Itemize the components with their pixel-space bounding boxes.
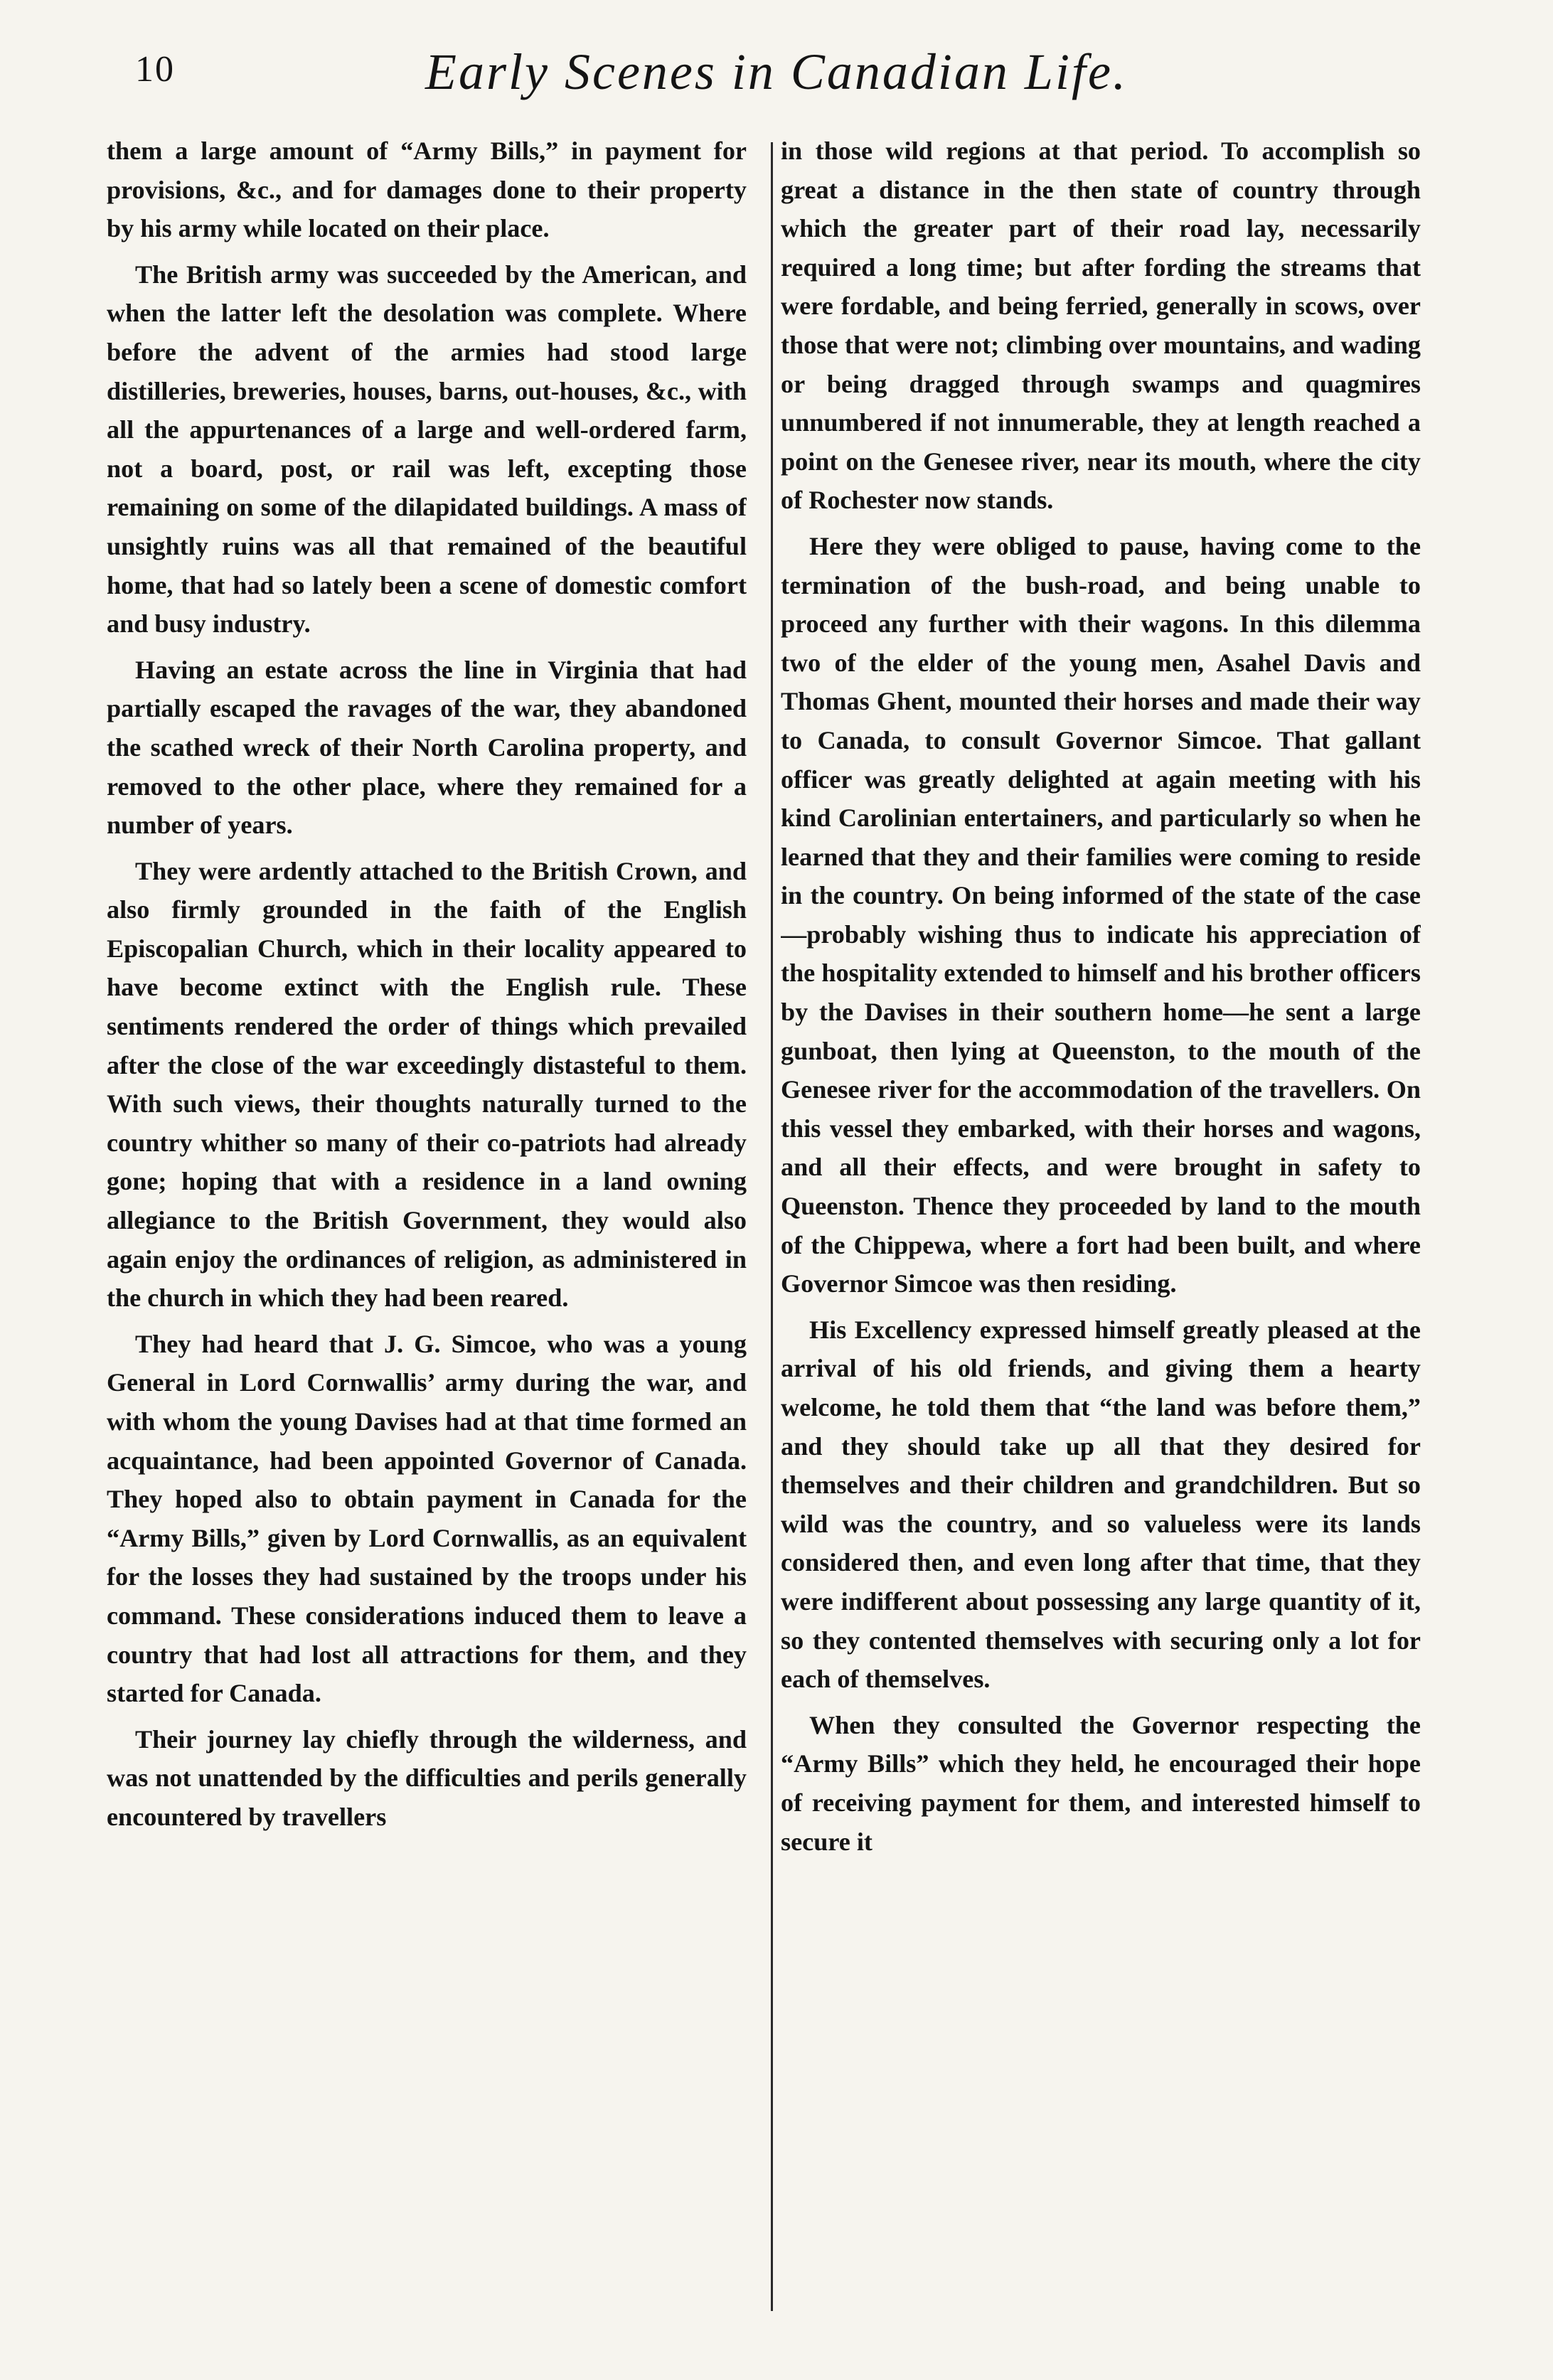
paragraph: them a large amount of “Army Bills,” in payment for provisions, &c., and for damages done to their property by his army while located on their place. (107, 137, 747, 243)
running-title: Early Scenes in Canadian Life. (425, 43, 1128, 100)
left-column (107, 132, 747, 2329)
text-columns (100, 132, 1429, 2329)
paragraph: The British army was succeeded by the American, and when the latter left the desolation was complete. Where before the advent of the armies had stood large distilleries, breweries, houses, barns, out-houses, &c., with all the appurtenances of a large and well-ordered farm, not a board, post, or rail was left, excepting those remaining on some of the dilapidated buildings. A mass of unsightly ruins was all that remained of the beautiful home, that had so lately been a scene of domestic comfort and busy industry. (107, 260, 747, 639)
paragraph: in those wild regions at that period. To accomplish so great a distance in the then state of country through which the greater part of their road lay, necessarily required a long time; but after fording the streams that were fordable, and being ferried, generally in scows, over those that were not; climbing over mountains, and wading or being dragged through swamps and quagmires unnumbered if not innumerable, they at length reached a point on the Genesee river, near its mouth, where the city of Rochester now stands. (781, 137, 1421, 515)
paragraph: They had heard that J. G. Simcoe, who was a young General in Lord Cornwallis’ army during the war, and with whom the young Davises had at that time formed an acquaintance, had been appointed Governor of Canada. They hoped also to obtain payment in Canada for the “Army Bills,” given by Lord Cornwallis, as an equivalent for the losses they had sustained by the troops under his command. These considerations induced them to leave a country that had lost all attractions for them, and they started for Canada. (107, 1329, 747, 1708)
page-header (114, 43, 1439, 121)
page-number: 10 (135, 49, 175, 90)
paragraph: Here they were obliged to pause, having come to the termination of the bush-road, and being unable to proceed any further with their wagons. In this dilemma two of the elder of the young men, Asahel Davis and Thomas Ghent, mounted their horses and made their way to Canada, to consult Governor Simcoe. That gallant officer was greatly delighted at again meeting with his kind Carolinian entertainers, and particularly so when he learned that they and their families were coming to reside in the country. On being informed of the state of the case—probably wishing thus to indicate his appreciation of the hospitality extended to himself and his brother officers by the Davises in their southern home—he sent a large gunboat, then lying at Queenston, to the mouth of the Genesee river for the accommodation of the travellers. On this vessel they embarked, with their horses and wagons, and all their effects, and were brought in safety to Queenston. Thence they proceeded by land to the mouth of the Chippewa, where a fort had been built, and where Governor Simcoe was then residing. (781, 531, 1421, 1298)
column-divider (771, 142, 773, 2311)
paragraph: His Excellency expressed himself greatly pleased at the arrival of his old friends, and giving them a hearty welcome, he told them that “the land was before them,” and they should take up all that they desired for themselves and their children and grandchildren. But so wild was the country, and so valueless were its lands considered then, and even long after that time, that they were indifferent about possessing any large quantity of it, so they contented themselves with securing only a lot for each of themselves. (781, 1315, 1421, 1694)
right-column (781, 132, 1421, 2329)
paragraph: Having an estate across the line in Virginia that had partially escaped the ravages of the war, they abandoned the scathed wreck of their North Carolina property, and removed to the other place, where they remained for a number of years. (107, 655, 747, 840)
paragraph: They were ardently attached to the British Crown, and also firmly grounded in the faith of the English Episcopalian Church, which in their locality appeared to have become extinct with the English rule. These sentiments rendered the order of things which prevailed after the close of the war exceedingly distasteful to them. With such views, their thoughts naturally turned to the country whither so many of their co-patriots had already gone; hoping that with a residence in a land owning allegiance to the British Government, they would also again enjoy the ordinances of religion, as administered in the church in which they had been reared. (107, 856, 747, 1313)
paragraph: When they consulted the Governor respecting the “Army Bills” which they held, he encouraged their hope of receiving payment for them, and interested himself to secure it (781, 1710, 1421, 1856)
paragraph: Their journey lay chiefly through the wilderness, and was not unattended by the difficulties and perils generally encountered by travellers (107, 1724, 747, 1831)
